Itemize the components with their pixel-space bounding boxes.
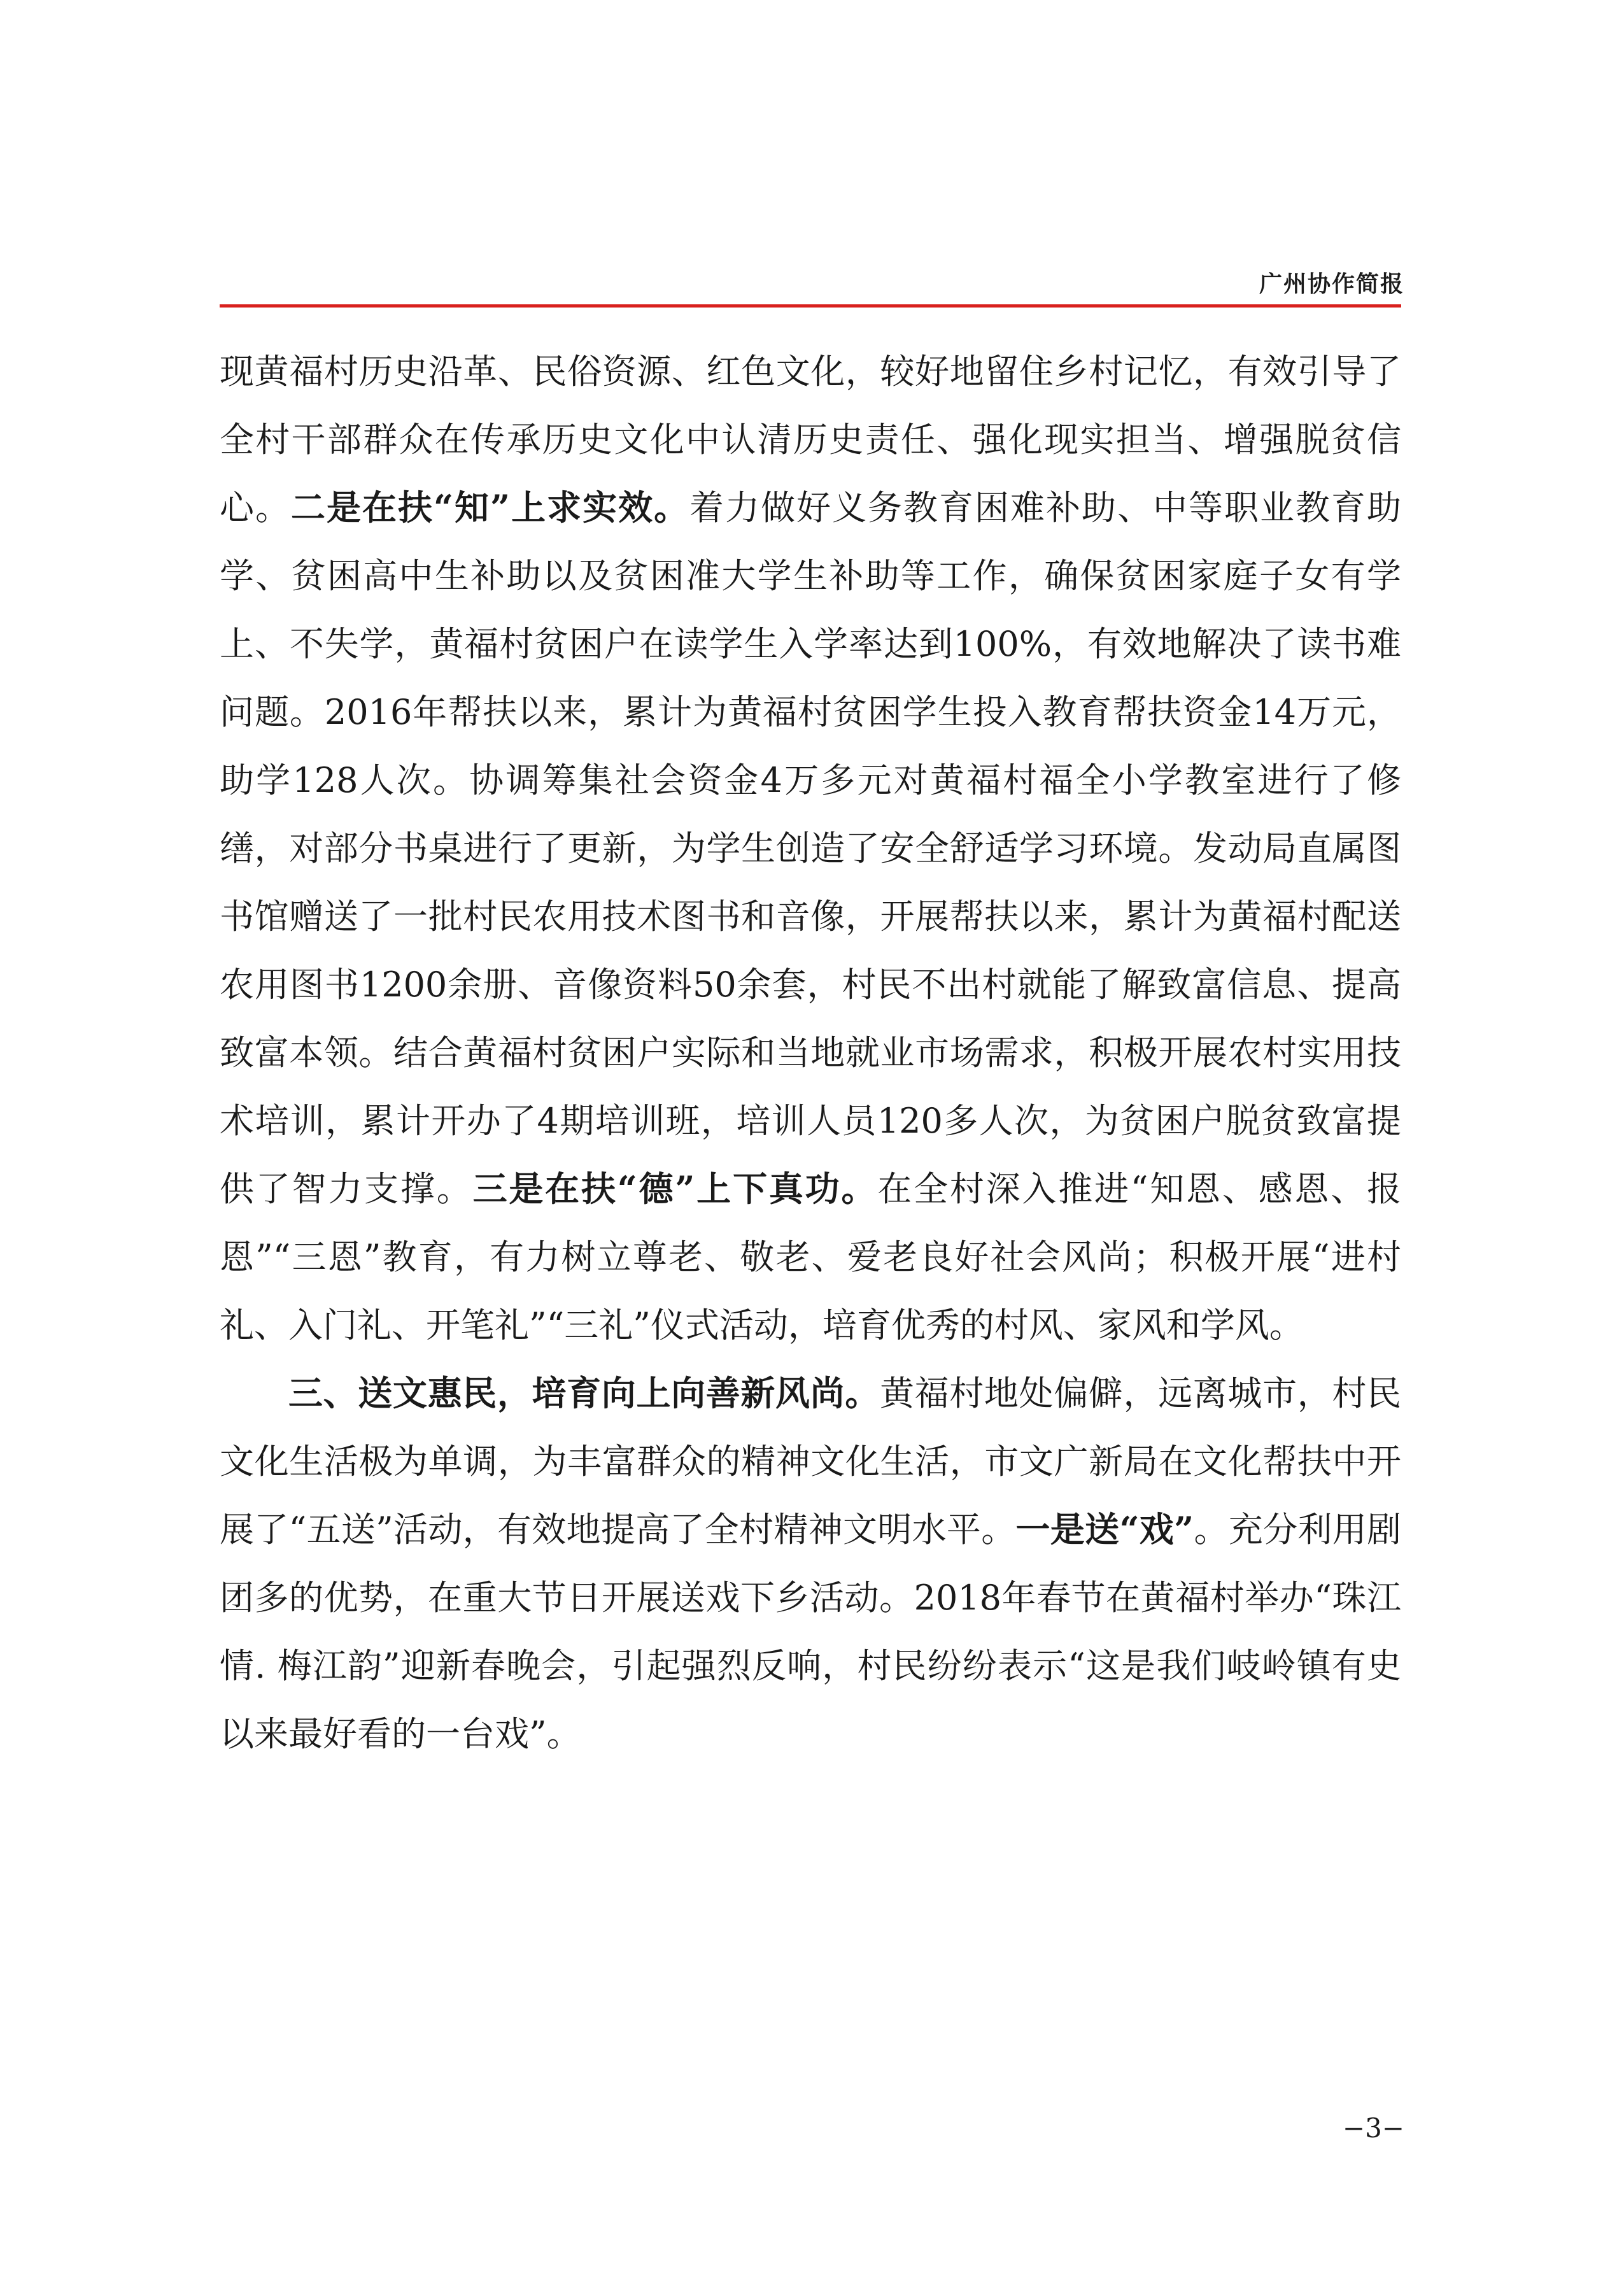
document-body [220,337,1401,1768]
header-rule [220,304,1401,308]
paragraph-2-run-4: 。充分利用剧团多的优势，在重大节日开展送戏下乡活动。2018年春节在黄福村举办“珠江情. 梅江韵”迎新春晚会，引起强烈反响，村民纷纷表示“这是我们岐岭镇有史以来最好看的一台戏”。 [220,1510,1402,1754]
paragraph-1 [220,337,1401,1359]
paragraph-2-run-2: 黄福村地处偏僻，远离城市，村民文化生活极为单调，为丰富群众的精神文化生活，市文广新局在文化帮扶中开展了“五送”活动，有效地提高了全村精神文明水平。 [220,1373,1401,1550]
paragraph-2 [220,1359,1401,1768]
paragraph-1-run-1: 现黄福村历史沿革、民俗资源、红色文化，较好地留住乡村记忆，有效引导了全村干部群众在传承历史文化中认清历史责任、强化现实担当、增强脱贫信心。 [220,351,1401,528]
paragraph-2-heading-opera: 一是送“戏” [1015,1509,1194,1550]
paragraph-1-run-5: 在全村深入推进“知恩、感恩、报恩”“三恩”教育，有力树立尊老、敬老、爱老良好社会风尚；积极开展“进村礼、入门礼、开笔礼”“三礼”仪式活动，培育优秀的村风、家风和学风。 [220,1169,1401,1345]
publication-title: 广州协作简报 [1259,271,1404,297]
page-number: −3− [1342,2112,1404,2144]
paragraph-1-heading-virtue: 三是在扶“德”上下真功。 [472,1168,878,1209]
section-heading-3: 三、送文惠民，培育向上向善新风尚。 [288,1373,880,1413]
paragraph-1-heading-knowledge: 二是在扶“知”上求实效。 [291,487,690,528]
paragraph-1-run-3: 着力做好义务教育困难补助、中等职业教育助学、贫困高中生补助以及贫困准大学生补助等工作，确保贫困家庭子女有学上、不失学，黄福村贫困户在读学生入学率达到100%，有效地解决了读书难问题。2016年帮扶以来，累计为黄福村贫困学生投入教育帮扶资金14万元，助学128人次。协调筹集社会资金4万多元对黄福村福全小学教室进行了修缮，对部分书桌进行了更新，为学生创造了安全舒适学习环境。发动局直属图书馆赠送了一批村民农用技术图书和音像，开展帮扶以来，累计为黄福村配送农用图书1200余册、音像资料50余套，村民不出村就能了解致富信息、提高致富本领。结合黄福村贫困户实际和当地就业市场需求，积极开展农村实用技术培训，累计开办了4期培训班，培训人员120多人次，为贫困户脱贫致富提供了智力支撑。 [220,488,1402,1209]
